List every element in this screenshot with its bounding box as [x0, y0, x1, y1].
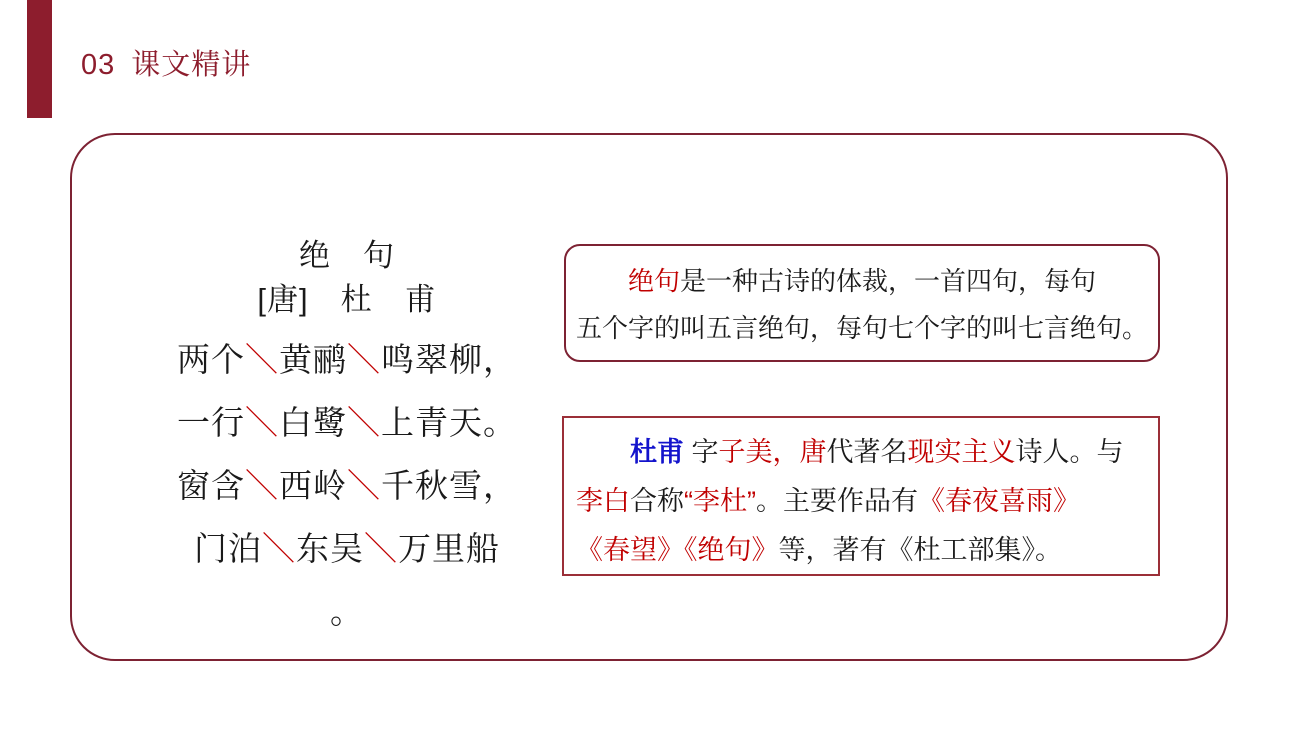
- dufu-info-line-1: [576, 428, 1146, 477]
- text-segment: 杜甫: [630, 437, 684, 467]
- text-segment: ＼: [347, 404, 381, 441]
- text-segment: ＼: [347, 341, 381, 378]
- text-segment: 等，著有《杜工部集》。: [778, 535, 1062, 565]
- poem-title: 绝 句: [299, 238, 395, 273]
- text-segment: 。: [330, 593, 364, 630]
- text-segment: 鸣翠柳，: [381, 341, 517, 378]
- jueju-info-line-2: [576, 305, 1148, 352]
- jueju-info-line-1: [576, 258, 1148, 305]
- text-segment: 现实主义: [907, 437, 1016, 467]
- dufu-info-box: [562, 416, 1160, 576]
- section-header: [81, 42, 251, 83]
- text-segment: 李白: [576, 486, 630, 516]
- text-segment: ＼: [364, 530, 398, 567]
- poem-block: [117, 234, 577, 643]
- text-segment: 是一种古诗的体裁，一首四句，每句: [680, 266, 1097, 296]
- text-segment: 东吴: [296, 530, 364, 567]
- text-segment: 绝句: [628, 266, 681, 296]
- text-segment: 。主要作品有: [755, 486, 918, 516]
- text-segment: 黄鹂: [279, 341, 347, 378]
- text-segment: 五个字的叫五言绝句，每句七个字的叫七言绝句。: [576, 313, 1149, 343]
- text-segment: 《春望》《绝句》: [576, 535, 779, 565]
- text-segment: 代著名: [826, 437, 908, 467]
- poem-line-4: [117, 517, 577, 580]
- text-segment: “李杜”: [684, 486, 756, 516]
- dufu-info-line-3: [576, 526, 1146, 575]
- text-segment: 两个: [177, 341, 245, 378]
- text-segment: 窗含: [177, 467, 245, 504]
- text-segment: 一行: [177, 404, 245, 441]
- text-segment: 门泊: [194, 530, 262, 567]
- text-segment: 上青天。: [381, 404, 517, 441]
- jueju-info-box: [564, 244, 1160, 362]
- poem-author: [唐] 杜 甫: [257, 282, 437, 317]
- text-segment: 西岭: [279, 467, 347, 504]
- text-segment: ＼: [262, 530, 296, 567]
- text-segment: 千秋雪，: [381, 467, 517, 504]
- text-segment: ＼: [347, 467, 381, 504]
- poem-line-3: [117, 454, 577, 517]
- text-segment: 万里船: [398, 530, 500, 567]
- dufu-info-line-2: [576, 477, 1146, 526]
- text-segment: 《春夜喜雨》: [917, 486, 1080, 516]
- accent-bar: [27, 0, 52, 118]
- text-segment: ＼: [245, 341, 279, 378]
- text-segment: 诗人。与: [1015, 437, 1124, 467]
- text-segment: 白鹭: [279, 404, 347, 441]
- poem-line-2: [117, 391, 577, 454]
- text-segment: ＼: [245, 467, 279, 504]
- section-title: 课文精讲: [131, 49, 252, 81]
- text-segment: 子美，唐: [718, 437, 827, 467]
- text-segment: 字: [684, 437, 719, 467]
- poem-line-1: [117, 328, 577, 391]
- poem-line-5: [117, 580, 577, 643]
- section-number: 03: [81, 49, 116, 81]
- content-panel: [70, 133, 1228, 661]
- text-segment: ＼: [245, 404, 279, 441]
- text-segment: 合称: [630, 486, 684, 516]
